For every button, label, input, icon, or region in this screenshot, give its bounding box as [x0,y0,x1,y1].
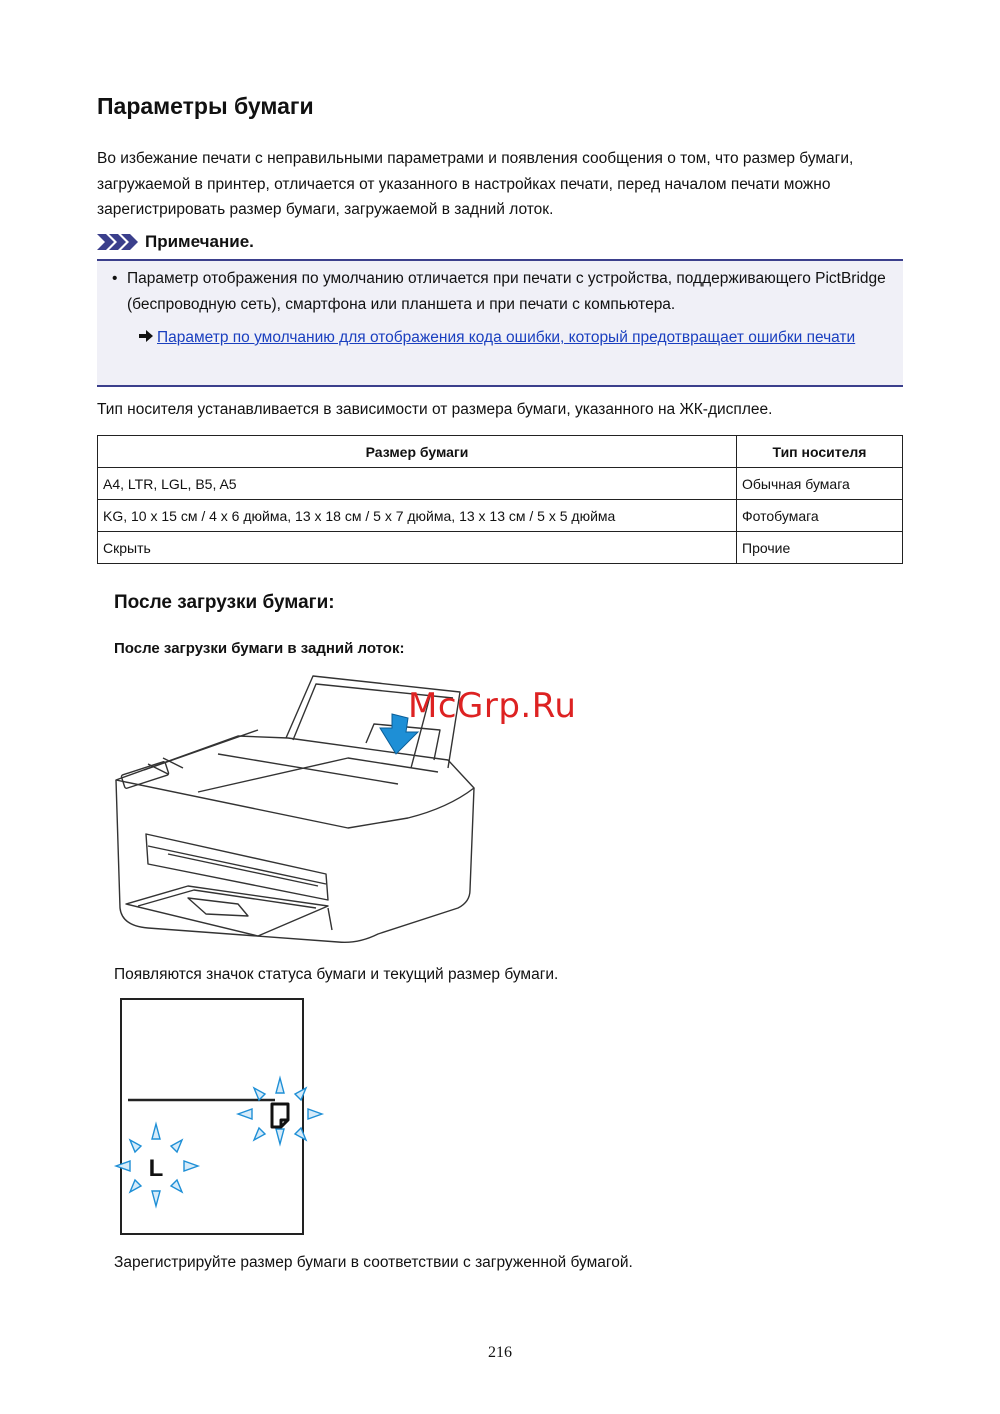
table-row [98,500,903,532]
page-title: Параметры бумаги [97,93,314,119]
cell-paper-size: KG, 10 x 15 см / 4 x 6 дюйма, 13 x 18 см / 5 x 7 дюйма, 13 x 13 см / 5 x 5 дюйма [98,500,737,532]
table-header-row [98,436,903,468]
rear-tray-subheading: После загрузки бумаги в задний лоток: [114,640,405,657]
note-box [97,259,903,387]
after-loading-heading: После загрузки бумаги: [114,592,335,613]
arrow-right-icon [139,325,157,351]
cell-media-type: Фотобумага [737,500,903,532]
page-number: 216 [488,1344,512,1361]
header-media-type: Тип носителя [737,436,903,468]
paper-size-letter: L [148,1155,164,1182]
lcd-display-illustration [110,996,330,1240]
header-paper-size: Размер бумаги [98,436,737,468]
status-caption: Появляются значок статуса бумаги и текущий размер бумаги. [114,966,559,983]
register-caption: Зарегистрируйте размер бумаги в соответствии с загруженной бумагой. [114,1254,633,1271]
note-heading [97,232,254,252]
cell-media-type: Обычная бумага [737,468,903,500]
paper-status-icon [272,1104,288,1127]
cell-media-type: Прочие [737,532,903,564]
table-row [98,468,903,500]
paper-media-table [97,435,903,564]
error-code-default-link[interactable]: Параметр по умолчанию для отображения кода ошибки, который предотвращает ошибки печати [157,329,856,346]
watermark: McGrp.Ru [408,686,577,726]
intro-paragraph: Во избежание печати с неправильными параметрами и появления сообщения о том, что размер бумаги, загружаемой в принтер, отличается от указанного в настройках печати, перед началом печати можно зарегистрировать размер бумаги, загружаемой в задний лоток. [97,150,854,218]
note-heading-label: Примечание. [145,232,254,251]
note-link-row [139,325,899,351]
note-bullet-text: Параметр отображения по умолчанию отличается при печати с устройства, поддерживающего PictBridge (беспроводную сеть), смартфона или планшета и при печати с компьютера. [127,270,886,313]
cell-paper-size: Скрыть [98,532,737,564]
note-chevrons-icon [97,234,139,250]
note-bullet [112,266,892,317]
table-row [98,532,903,564]
media-type-intro: Тип носителя устанавливается в зависимости от размера бумаги, указанного на ЖК-дисплее. [97,401,773,418]
bullet-dot: • [112,270,118,287]
cell-paper-size: A4, LTR, LGL, B5, A5 [98,468,737,500]
